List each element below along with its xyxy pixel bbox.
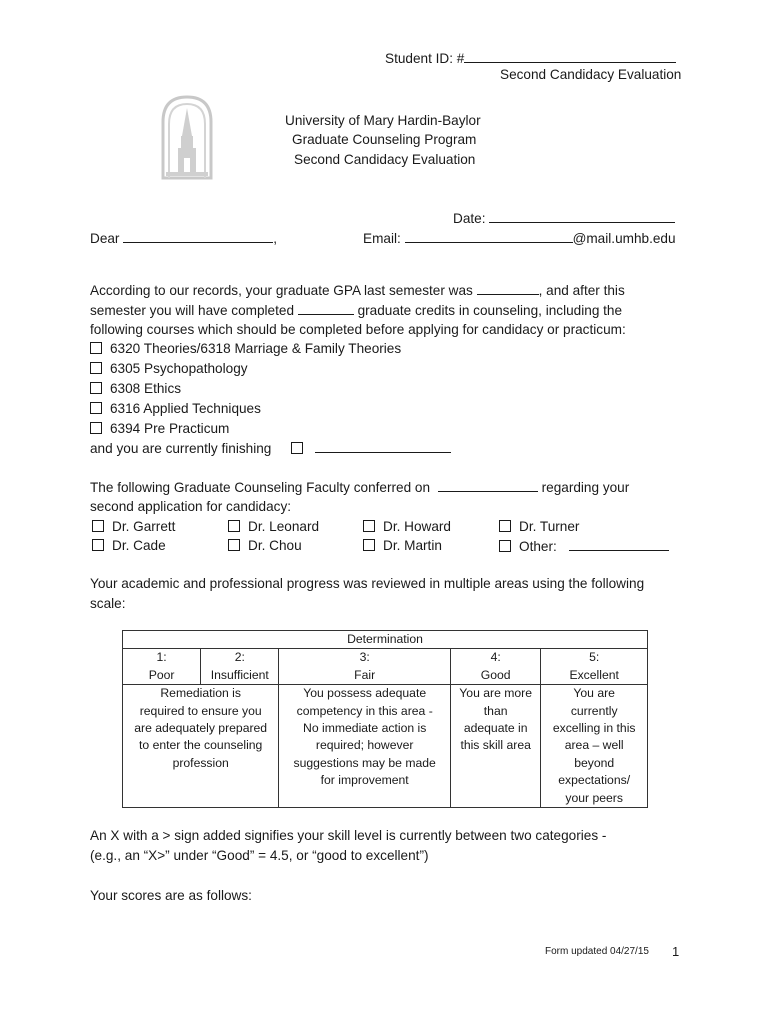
program-name: Graduate Counseling Program bbox=[292, 132, 477, 147]
gpa-blank[interactable] bbox=[477, 280, 539, 295]
email-blank[interactable] bbox=[405, 228, 573, 243]
student-id-label: Student ID: # bbox=[385, 51, 465, 66]
gpa-paragraph bbox=[90, 280, 690, 458]
courses-intro: following courses which should be completed before applying for candidacy or practicum: bbox=[90, 321, 626, 337]
dear-label: Dear bbox=[90, 231, 120, 246]
faculty-option-other[interactable]: Other: bbox=[499, 536, 669, 557]
course-label: 6320 Theories/6318 Marriage & Family Theories bbox=[110, 341, 402, 357]
conferred-text: The following Graduate Counseling Faculty conferred on bbox=[90, 480, 431, 495]
gpa-text-cont: , and after this bbox=[538, 283, 625, 298]
course-item[interactable] bbox=[90, 419, 690, 439]
email-field bbox=[363, 228, 676, 246]
faculty-option[interactable]: Dr. Martin bbox=[363, 536, 442, 556]
scale-intro-line: Your academic and professional progress was reviewed in multiple areas using the following bbox=[90, 576, 645, 591]
note-line: (e.g., an “X>” under “Good” = 4.5, or “good to excellent”) bbox=[90, 847, 429, 863]
credits-text-cont: graduate credits in counseling, including the bbox=[357, 302, 623, 318]
conferred-date-blank[interactable] bbox=[438, 477, 538, 492]
determination-table bbox=[122, 630, 648, 808]
page-number: 1 bbox=[672, 944, 680, 959]
scores-label: Your scores are as follows: bbox=[90, 888, 252, 903]
course-item[interactable] bbox=[90, 359, 690, 379]
email-domain: @mail.umhb.edu bbox=[572, 231, 676, 246]
level-header: 2: Insufficient bbox=[201, 649, 279, 685]
level-header: 5: Excellent bbox=[541, 649, 648, 685]
course-label: 6316 Applied Techniques bbox=[110, 400, 261, 416]
header-doc-title: Second Candidacy Evaluation bbox=[500, 67, 682, 82]
course-label: 6394 Pre Practicum bbox=[110, 420, 230, 436]
date-field bbox=[453, 208, 675, 226]
faculty-option[interactable]: Dr. Turner bbox=[499, 517, 579, 537]
dear-field bbox=[90, 228, 277, 246]
student-id-blank[interactable] bbox=[464, 48, 676, 63]
note-line: An X with a > sign added signifies your skill level is currently between two categories - bbox=[90, 828, 607, 843]
date-label: Date: bbox=[453, 211, 486, 226]
table-title: Determination bbox=[123, 631, 648, 649]
scale-intro bbox=[90, 574, 690, 614]
credits-blank[interactable] bbox=[298, 300, 354, 315]
course-checkbox[interactable] bbox=[90, 382, 102, 394]
email-label: Email: bbox=[363, 231, 401, 246]
level-description: Remediation is required to ensure you are adequately prepared to enter the counseling profession bbox=[123, 685, 279, 808]
university-chapel-logo-icon bbox=[160, 94, 214, 180]
course-checkbox[interactable] bbox=[90, 362, 102, 374]
faculty-row bbox=[90, 517, 690, 537]
dear-comma: , bbox=[273, 231, 278, 246]
course-item[interactable] bbox=[90, 399, 690, 419]
table-row bbox=[123, 685, 648, 808]
faculty-option[interactable]: Dr. Howard bbox=[363, 517, 451, 537]
date-blank[interactable] bbox=[489, 208, 675, 223]
conferred-text-cont: regarding your bbox=[541, 480, 630, 495]
course-item[interactable] bbox=[90, 339, 690, 359]
faculty-row bbox=[90, 536, 690, 556]
faculty-option[interactable]: Dr. Cade bbox=[92, 536, 166, 556]
credits-text: semester you will have completed bbox=[90, 302, 294, 318]
candidacy-text: second application for candidacy: bbox=[90, 498, 292, 514]
level-header: 1: Poor bbox=[123, 649, 201, 685]
institution-name: University of Mary Hardin-Baylor bbox=[285, 113, 481, 128]
faculty-option[interactable]: Dr. Leonard bbox=[228, 517, 319, 537]
faculty-option[interactable]: Dr. Chou bbox=[228, 536, 302, 556]
level-header: 4: Good bbox=[450, 649, 540, 685]
other-faculty-blank[interactable] bbox=[569, 536, 669, 551]
finishing-checkbox[interactable] bbox=[291, 442, 303, 454]
logo bbox=[160, 94, 214, 183]
form-title: Second Candidacy Evaluation bbox=[294, 152, 476, 167]
form-updated: Form updated 04/27/15 bbox=[545, 946, 649, 957]
faculty-paragraph bbox=[90, 477, 690, 556]
course-label: 6308 Ethics bbox=[110, 380, 182, 396]
scale-intro-line: scale: bbox=[90, 595, 126, 611]
course-item[interactable] bbox=[90, 379, 690, 399]
course-checkbox[interactable] bbox=[90, 342, 102, 354]
course-checkbox[interactable] bbox=[90, 402, 102, 414]
note bbox=[90, 826, 690, 866]
table-header-row bbox=[123, 649, 648, 685]
course-label: 6305 Psychopathology bbox=[110, 361, 248, 377]
finishing-blank[interactable] bbox=[315, 438, 451, 453]
level-description: You possess adequate competency in this area - No immediate action is required; however suggestions may be made for improvement bbox=[279, 685, 451, 808]
faculty-option[interactable]: Dr. Garrett bbox=[92, 517, 175, 537]
student-id-field bbox=[385, 48, 676, 66]
level-description: You are more than adequate in this skill area bbox=[450, 685, 540, 808]
gpa-text: According to our records, your graduate GPA last semester was bbox=[90, 283, 473, 298]
level-description: You are currently excelling in this area – well beyond expectations/ your peers bbox=[541, 685, 648, 808]
finishing-label: and you are currently finishing bbox=[90, 441, 272, 457]
dear-name-blank[interactable] bbox=[123, 228, 273, 243]
course-checkbox[interactable] bbox=[90, 422, 102, 434]
level-header: 3: Fair bbox=[279, 649, 451, 685]
